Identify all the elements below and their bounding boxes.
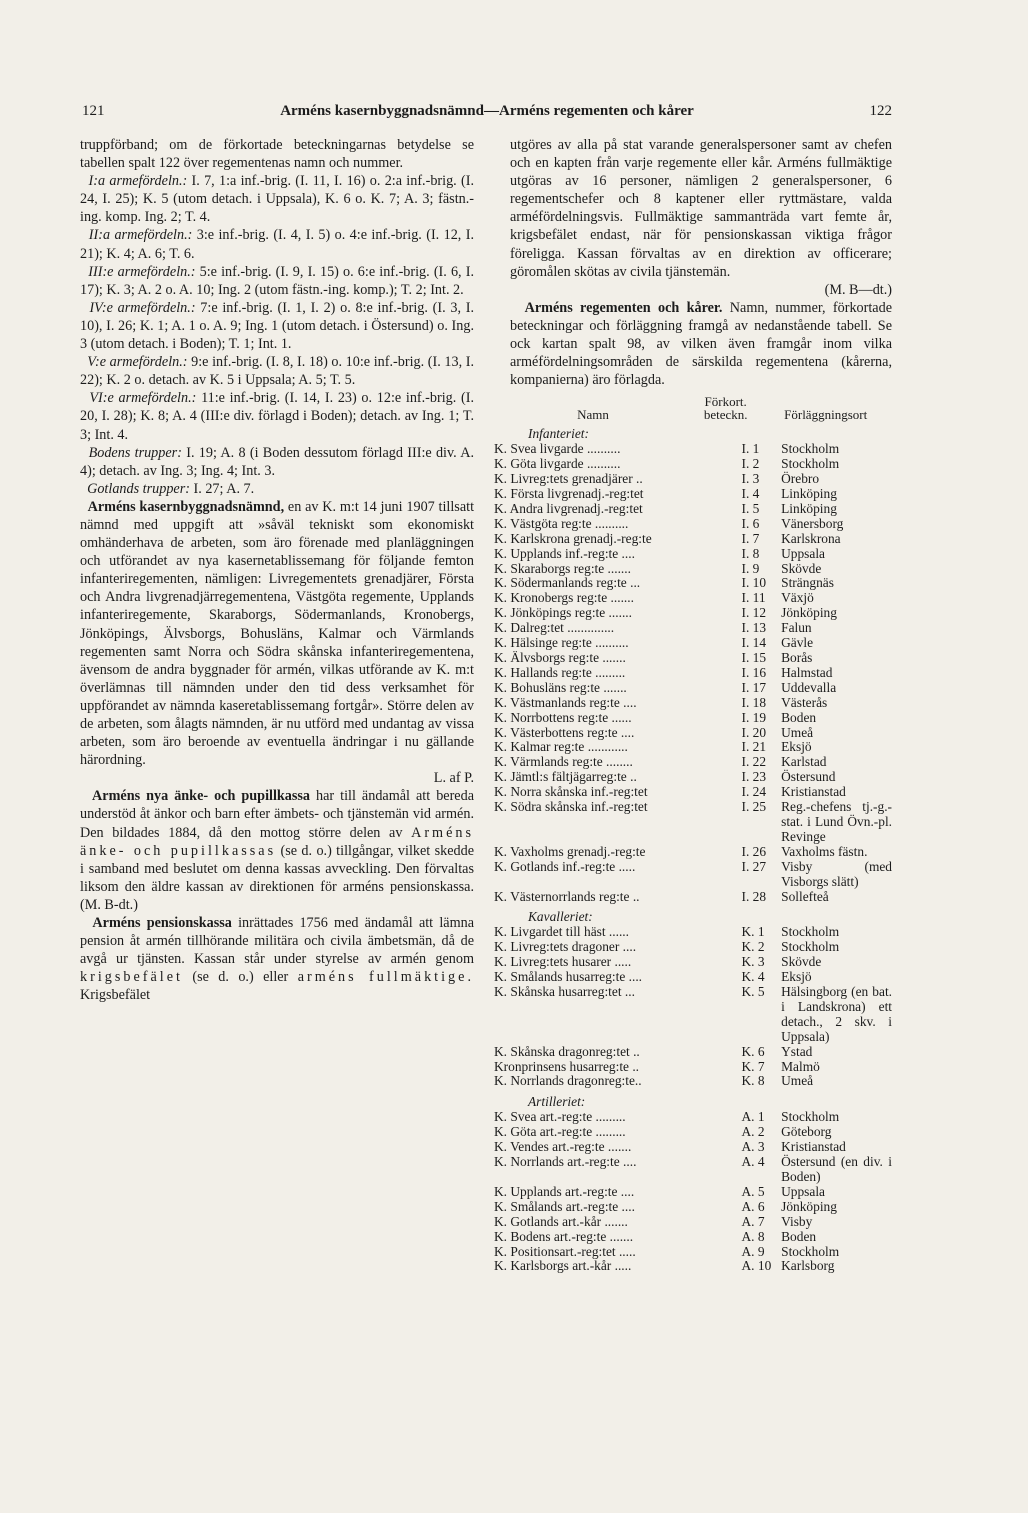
table-row — [494, 576, 892, 591]
regiment-location: Karlskrona — [781, 530, 841, 546]
spaced-text: arméns fullmäktige. — [297, 969, 474, 986]
spaced-text: krigsbefälet — [80, 969, 183, 986]
regiment-location: Hälsingborg (en bat. i Landskrona) ett detach., 2 skv. i Uppsala) — [781, 984, 893, 1044]
regiment-location: Linköping — [781, 500, 837, 516]
regiment-abbreviation: A. 2 — [741, 1124, 765, 1140]
regiment-name: K. Skaraborgs reg:te ....... — [494, 561, 631, 576]
table-row — [494, 970, 892, 985]
entry-heading: Arméns kasernbyggnadsnämnd, — [87, 498, 285, 515]
table-row — [494, 562, 892, 577]
regiment-location: Stockholm — [781, 1109, 840, 1125]
table-row — [494, 1215, 892, 1230]
regiment-abbreviation: K. 3 — [741, 954, 765, 970]
regiment-abbreviation: A. 7 — [741, 1213, 765, 1229]
regiment-name: K. Smålands husarreg:te .... — [494, 970, 643, 985]
paragraph: Bodens trupper: I. 19; A. 8 (i Boden dessutom förlagd III:e div. A. 4); detach. av Ing. 3; Ing. 4; Int. 3. — [80, 444, 475, 479]
regiment-name: K. Svea art.-reg:te ......... — [494, 1110, 626, 1125]
regiment-location: Gävle — [781, 635, 814, 651]
page-header — [82, 103, 892, 125]
regiment-abbreviation: A. 4 — [741, 1154, 765, 1170]
regiment-location: Strängnäs — [781, 575, 834, 591]
regiment-abbreviation: I. 18 — [741, 694, 767, 710]
regiment-name: K. Göta livgarde .......... — [494, 457, 621, 472]
regiment-abbreviation: K. 5 — [741, 984, 765, 1000]
regiment-location: Vänersborg — [781, 515, 844, 531]
paragraph: V:e armefördeln.: 9:e inf.-brig. (I. 8, I. 18) o. 10:e inf.-brig. (I. 13, I. 22); K. 2 o. detach. av K. 5 i Uppsala; A. 5; T. 5. — [80, 354, 475, 389]
entry-heading: Arméns regementen och kårer. — [524, 299, 723, 316]
regiment-abbreviation: I. 17 — [741, 679, 767, 695]
regiment-abbreviation: I. 4 — [741, 486, 760, 502]
regiment-location: Jönköping — [781, 1198, 837, 1214]
regiment-abbreviation: A. 8 — [741, 1228, 765, 1244]
regiment-abbreviation: I. 27 — [741, 858, 767, 874]
regiment-location: Karlsborg — [781, 1258, 835, 1274]
regiment-location: Visby — [781, 1213, 813, 1229]
table-row — [494, 1185, 892, 1200]
regiment-name: K. Södermanlands reg:te ... — [494, 576, 641, 591]
regiment-location: Stockholm — [781, 939, 840, 955]
regiment-name: K. Norrbottens reg:te ...... — [494, 710, 632, 725]
right-column — [494, 136, 893, 1274]
regiment-name: K. Gotlands inf.-reg:te ..... — [494, 859, 636, 874]
regiment-abbreviation: I. 24 — [741, 784, 767, 800]
regiment-name: K. Svea livgarde .......... — [494, 442, 621, 457]
regiment-abbreviation: I. 28 — [741, 888, 767, 904]
regiment-abbreviation: K. 4 — [741, 969, 765, 985]
regiment-abbreviation: I. 26 — [741, 843, 767, 859]
regiment-name: K. Västerbottens reg:te .... — [494, 725, 635, 740]
table-row — [494, 547, 892, 562]
regiment-name: K. Vendes art.-reg:te ....... — [494, 1140, 632, 1155]
regiment-abbreviation: K. 1 — [741, 924, 765, 940]
regiment-abbreviation: I. 7 — [741, 530, 760, 546]
table-row — [494, 1060, 892, 1075]
table-row — [494, 517, 892, 532]
table-row — [494, 955, 892, 970]
regiment-location: Östersund — [781, 769, 836, 785]
regiment-name: K. Livreg:tets grenadjärer .. — [494, 472, 643, 487]
regiment-location: Växjö — [781, 590, 814, 606]
page-number-right: 122 — [869, 103, 892, 119]
table-row — [494, 442, 892, 457]
regiment-location: Boden — [781, 709, 817, 725]
regiment-location: Östersund (en div. i Boden) — [781, 1154, 893, 1184]
regiment-location: Stockholm — [781, 456, 840, 472]
regiment-name: K. Älvsborgs reg:te ....... — [494, 651, 626, 665]
table-row — [494, 472, 892, 487]
regiment-location: Linköping — [781, 486, 837, 502]
regiment-name: K. Livreg:tets dragoner .... — [494, 940, 637, 955]
page-number-left: 121 — [82, 103, 105, 119]
table-row — [494, 651, 892, 666]
regiment-name: K. Andra livgrenadj.-reg:tet — [494, 501, 643, 516]
table-row — [494, 532, 892, 547]
regiment-abbreviation: I. 25 — [741, 799, 767, 815]
regiment-location: Eksjö — [781, 969, 812, 985]
table-row — [494, 800, 892, 845]
regiment-name: K. Värmlands reg:te ........ — [494, 755, 633, 770]
signature: (M. B—dt.) — [824, 281, 892, 298]
regiment-abbreviation: I. 1 — [741, 441, 760, 457]
table-row — [494, 890, 892, 905]
table-row — [494, 1045, 892, 1060]
regiment-location: Malmö — [781, 1058, 820, 1074]
table-row — [494, 1074, 892, 1089]
regiment-abbreviation: I. 20 — [741, 724, 767, 740]
table-row — [494, 940, 892, 955]
regiment-location: Visby (med Visborgs slätt) — [781, 858, 893, 889]
regiment-abbreviation: I. 11 — [741, 590, 766, 606]
entry-heading: Arméns pensionskassa — [92, 915, 232, 932]
table-row — [494, 606, 892, 621]
table-row — [494, 636, 892, 651]
regiment-name: K. Livreg:tets husarer ..... — [494, 955, 632, 970]
left-column — [80, 136, 474, 1005]
table-row — [494, 666, 892, 681]
regiment-location: Uppsala — [781, 1183, 826, 1199]
regiment-table — [494, 426, 893, 1274]
regiment-abbreviation: I. 6 — [741, 515, 760, 531]
regiment-name: K. Positionsart.-reg:tet ..... — [494, 1244, 636, 1259]
regiment-abbreviation: I. 14 — [741, 635, 767, 651]
table-row — [494, 985, 892, 1045]
paragraph: VI:e armefördeln.: 11:e inf.-brig. (I. 14, I. 23) o. 12:e inf.-brig. (I. 20, I. 28); K. 8; A. 4 (III:e div. förlagd i Boden); detach. av Ing. 1; T. 3; Int. 4. — [80, 390, 474, 443]
paragraph: II:a armefördeln.: 3:e inf.-brig. (I. 4, I. 5) o. 4:e inf.-brig. (I. 12, I. 21); K. 4; A. 6; T. 6. — [80, 227, 475, 262]
regiment-abbreviation: I. 19 — [741, 709, 767, 725]
regiment-name: K. Norra skånska inf.-reg:tet — [494, 785, 648, 800]
regiment-location: Västerås — [781, 694, 828, 710]
entry-anke-pupillkassa: Arméns nya änke- och pupillkassa har till ändamål att bereda understöd åt änkor och barn efter ämbets- och tjänstemän vid armén. Den bildades 1884, då den mottog större delen av Arméns änke- och pupillkassas (se d. o.) tillgångar, vilket skedde i samband med beslutet om denna kassas avveckling. Den förvaltas liksom den äldre kassan av direktionen för arméns pensionskassa. (M. B-dt.) — [80, 788, 474, 913]
entry-heading: Arméns nya änke- och pupillkassa — [92, 788, 311, 805]
regiment-name: K. Skånska husarreg:tet ... — [494, 985, 635, 1000]
regiment-location: Ystad — [781, 1043, 813, 1059]
regiment-name: K. Norrlands art.-reg:te .... — [494, 1155, 637, 1170]
regiment-abbreviation: I. 21 — [741, 739, 767, 755]
regiment-abbreviation: A. 9 — [741, 1243, 765, 1259]
regiment-abbreviation: I. 13 — [741, 620, 767, 636]
table-row — [494, 860, 892, 890]
regiment-name: K. Upplands art.-reg:te .... — [494, 1184, 635, 1199]
regiment-location: Umeå — [781, 1073, 814, 1089]
regiment-location: Umeå — [781, 724, 814, 740]
table-header — [494, 395, 892, 421]
regiment-name: K. Göta art.-reg:te ......... — [494, 1125, 626, 1140]
regiment-location: Stockholm — [781, 1243, 840, 1259]
regiment-abbreviation: K. 8 — [741, 1073, 765, 1089]
table-row — [494, 487, 892, 502]
regiment-location: Halmstad — [781, 664, 833, 680]
division-label: IV:e armefördeln.: — [89, 299, 196, 316]
regiment-abbreviation: A. 5 — [741, 1183, 765, 1199]
division-label: VI:e armefördeln.: — [89, 390, 197, 407]
table-row — [494, 457, 892, 472]
regiment-name: K. Smålands art.-reg:te .... — [494, 1199, 635, 1214]
table-row — [494, 845, 892, 860]
paragraph: IV:e armefördeln.: 7:e inf.-brig. (I. 1, I. 2) o. 8:e inf.-brig. (I. 3, I. 10), I. 26; K. 1; A. 1 o. A. 9; Ing. 1 (utom detach. i Östersund) o. Ing. 3 (utom detach. i Boden); T. 1; Int. 1. — [80, 299, 475, 353]
entry-regementen-och-karer: Arméns regementen och kårer. Namn, nummer, förkortade beteckningar och förläggning framgå av nedanstående tabell. Se ock kartan spalt 98, av vilken även framgår inom vilka arméfördelningsområden de särskilda regementena (kårerna, kompanierna) äro förlagda. — [510, 299, 892, 389]
paragraph: III:e armefördeln.: 5:e inf.-brig. (I. 9, I. 15) o. 6:e inf.-brig. (I. 6, I. 17); K. 3; A. 2 o. A. 10; Ing. 2 (utom fästn.-ing. komp.); T. 2; Int. 2. — [80, 263, 475, 298]
regiment-location: Stockholm — [781, 441, 840, 457]
regiment-name: K. Livgardet till häst ...... — [494, 925, 629, 940]
regiment-name: K. Kronobergs reg:te ....... — [494, 591, 634, 606]
entry-kasernbyggnadsnamnd: Arméns kasernbyggnadsnämnd, en av K. m:t 14 juni 1907 tillsatt nämnd med uppgift att »såväl tekniskt som ekonomiskt omhänderhava de arbeten, som äro förenade med planläggningen och utförandet av nya kasernetablissemang för följande femton infanteriregementen, nämligen: Livregementets grenadjärer, Första och Andra livgrenadjärregementena, Västgöta regemente, Upplands infanteriregemente, Skaraborgs, Södermanlands, Kronobergs, Jönköpings, Älvsborgs, Bohusläns, Kalmar och Värmlands regementen samt Norra och Södra skånska infanteriregementena, ävensom de andra byggnader för armén, vilkas utförande av K. m:t överlämnas till nämnden under den tid dess verksamhet för uppförandet av nämnda kaseretablissemang fortgår». Större delen av de arbeten, som ålagts nämnden, är nu utförd med undantag av vissa arbeten, som äro beroende av eventuella ändringar i nu gällande härordning. — [80, 498, 475, 769]
regiment-name: K. Västmanlands reg:te .... — [494, 695, 637, 710]
spaced-text: Arméns änke- och pupillkassas — [80, 824, 474, 859]
column-header-name: Namn — [577, 407, 609, 423]
table-row — [494, 755, 892, 770]
regiment-name: K. Upplands inf.-reg:te .... — [494, 546, 635, 561]
regiment-name: K. Vaxholms grenadj.-reg:te — [494, 844, 646, 859]
table-row — [494, 925, 892, 940]
table-row — [494, 726, 892, 741]
regiment-abbreviation: I. 5 — [741, 500, 760, 516]
division-label: II:a armefördeln.: — [88, 227, 193, 244]
regiment-location: Karlstad — [781, 754, 827, 770]
table-row — [494, 1110, 892, 1125]
table-row — [494, 785, 892, 800]
table-row — [494, 1125, 892, 1140]
regiment-abbreviation: I. 3 — [741, 471, 760, 487]
table-section-title: Kavalleriet: — [528, 909, 593, 925]
regiment-name: K. Södra skånska inf.-reg:tet — [494, 800, 648, 815]
regiment-abbreviation: I. 16 — [741, 664, 767, 680]
column-header-abbreviation: Förkort. beteckn. — [703, 394, 748, 423]
column-header-location: Förläggningsort — [784, 407, 868, 423]
regiment-abbreviation: A. 1 — [741, 1109, 765, 1125]
regiment-abbreviation: A. 6 — [741, 1198, 765, 1214]
table-row — [494, 1140, 892, 1155]
regiment-name: K. Bohusläns reg:te ....... — [494, 680, 627, 695]
regiment-location: Boden — [781, 1228, 817, 1244]
regiment-name: K. Västgöta reg:te .......... — [494, 516, 629, 531]
division-label: III:e armefördeln.: — [88, 263, 196, 280]
regiment-name: K. Skånska dragonreg:tet .. — [494, 1044, 640, 1059]
regiment-location: Stockholm — [781, 924, 840, 940]
regiment-abbreviation: I. 2 — [741, 456, 760, 472]
regiment-name: K. Jönköpings reg:te ....... — [494, 606, 632, 621]
regiment-location: Borås — [781, 650, 813, 665]
regiment-abbreviation: I. 15 — [741, 650, 767, 665]
paragraph: I:a armefördeln.: I. 7, 1:a inf.-brig. (I. 11, I. 16) o. 2:a inf.-brig. (I. 24, I. 25); K. 5 (utom detach. i Uppsala), K. 6 o. K. 7; A. 3; fästn.-ing. komp. Ing. 2; T. 4. — [80, 173, 474, 226]
regiment-name: K. Norrlands dragonreg:te.. — [494, 1074, 642, 1089]
table-row — [494, 591, 892, 606]
table-row — [494, 1155, 892, 1185]
entry-pensionskassa: Arméns pensionskassa inrättades 1756 med ändamål att lämna pension åt armén tillhörande militära och civila ämbetsmän, då de avgå ur tjänsten. Kassan står under styrelse av armén genom krigsbefälet (se d. o.) eller arméns fullmäktige. Krigsbefälet — [80, 915, 474, 1004]
regiment-name: K. Dalreg:tet .............. — [494, 621, 615, 636]
table-section-title: Infanteriet: — [528, 426, 589, 442]
table-row — [494, 621, 892, 636]
regiment-name: K. Hallands reg:te ......... — [494, 665, 626, 680]
regiment-name: K. Karlskrona grenadj.-reg:te — [494, 531, 652, 546]
regiment-abbreviation: I. 23 — [741, 769, 767, 785]
regiment-location: Skövde — [781, 560, 822, 576]
table-row — [494, 770, 892, 785]
regiment-name: K. Första livgrenadj.-reg:tet — [494, 487, 644, 502]
regiment-location: Skövde — [781, 954, 822, 970]
regiment-name: K. Kalmar reg:te ............ — [494, 740, 628, 755]
regiment-name: K. Karlsborgs art.-kår ..... — [494, 1259, 632, 1274]
signature: L. af P. — [433, 770, 474, 787]
regiment-name: K. Hälsinge reg:te .......... — [494, 636, 629, 651]
regiment-name: Kronprinsens husarreg:te .. — [494, 1059, 640, 1074]
regiment-abbreviation: K. 2 — [741, 939, 765, 955]
regiment-abbreviation: I. 10 — [741, 575, 767, 591]
table-row — [494, 1230, 892, 1245]
regiment-location: Eksjö — [781, 739, 812, 755]
regiment-location: Jönköping — [781, 605, 837, 621]
paragraph: Gotlands trupper: I. 27; A. 7. — [87, 480, 255, 497]
table-row — [494, 1200, 892, 1215]
table-row — [494, 740, 892, 755]
division-label: I:a armefördeln.: — [88, 173, 188, 190]
regiment-name: K. Jämtl:s fältjägarreg:te .. — [494, 770, 637, 785]
table-row — [494, 1245, 892, 1260]
running-title: Arméns kasernbyggnadsnämnd—Arméns regementen och kårer — [280, 103, 694, 119]
regiment-location: Örebro — [781, 471, 820, 487]
regiment-abbreviation: K. 7 — [741, 1058, 765, 1074]
table-row — [494, 502, 892, 517]
regiment-name: K. Västernorrlands reg:te .. — [494, 889, 640, 904]
regiment-location: Uppsala — [781, 545, 826, 561]
regiment-abbreviation: I. 9 — [741, 560, 760, 576]
regiment-location: Sollefteå — [781, 888, 829, 904]
regiment-location: Vaxholms fästn. — [781, 843, 868, 859]
regiment-location: Kristianstad — [781, 1139, 846, 1155]
division-label: Bodens trupper: — [88, 444, 182, 461]
regiment-abbreviation: I. 12 — [741, 605, 767, 621]
regiment-location: Göteborg — [781, 1124, 832, 1140]
regiment-abbreviation: I. 22 — [741, 754, 767, 770]
regiment-location: Kristianstad — [781, 784, 846, 800]
regiment-location: Uddevalla — [781, 679, 837, 695]
regiment-abbreviation: I. 8 — [741, 545, 760, 561]
regiment-abbreviation: A. 10 — [741, 1258, 772, 1274]
regiment-name: K. Gotlands art.-kår ....... — [494, 1214, 628, 1229]
paragraph: utgöres av alla på stat varande generalspersoner samt av chefen och en kapten från varje regemente eller kår. Arméns fullmäktige utgöras av 16 personer, nämligen 2 generalspersoner, 6 regementschefer och 8 kaptener eller ryttmästare, valda arméfördelningsvis. Fullmäktige sammanträda vart femte år, krigsbefälet endast, när för pensionskassan viktiga frågor föreligga. Kassan förvaltas av en direktion av officerare; göromålen skötas av civila tjänstemän. — [510, 137, 892, 280]
table-row — [494, 711, 892, 726]
division-label: Gotlands trupper: — [87, 480, 190, 497]
table-row — [494, 1259, 892, 1274]
table-row — [494, 696, 892, 711]
table-row — [494, 681, 892, 696]
paragraph: truppförband; om de förkortade beteckningarnas betydelse se tabellen spalt 122 över regementenas namn och nummer. — [80, 137, 474, 172]
division-label: V:e armefördeln.: — [87, 354, 188, 371]
table-section-title: Artilleriet: — [528, 1094, 586, 1110]
regiment-location: Reg.-chefens tj.-g.-stat. i Lund Övn.-pl. Revinge — [781, 799, 893, 844]
regiment-name: K. Bodens art.-reg:te ....... — [494, 1229, 634, 1244]
regiment-abbreviation: K. 6 — [741, 1043, 765, 1059]
regiment-location: Falun — [781, 620, 812, 636]
regiment-abbreviation: A. 3 — [741, 1139, 765, 1155]
